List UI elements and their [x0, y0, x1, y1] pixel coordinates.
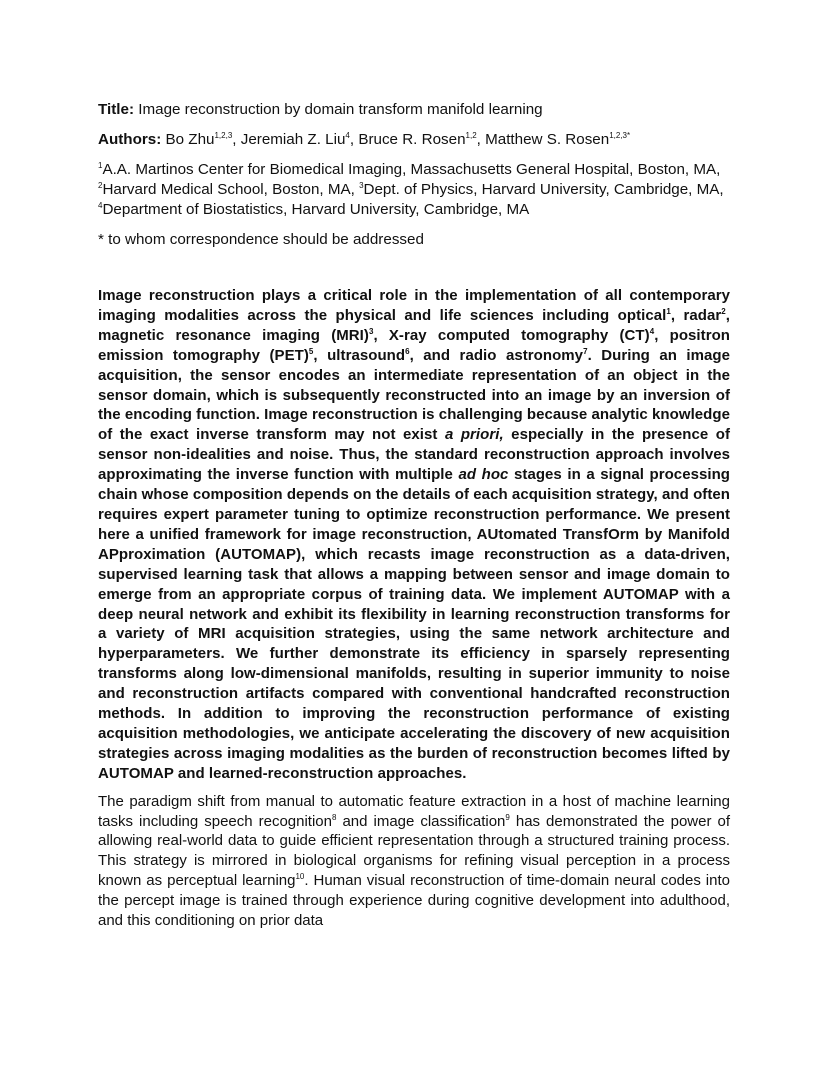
- body-sentence: and image classification: [336, 812, 506, 830]
- abstract-text: , X-ray computed tomography (CT): [373, 326, 650, 344]
- abstract-text: Image reconstruction plays a critical role in the implementation of all contemporary imaging modalities across the physical and life sciences including optical: [98, 287, 730, 324]
- abstract-text: , and radio astronomy: [409, 346, 584, 364]
- author: Matthew S. Rosen: [485, 131, 610, 148]
- affiliation: Department of Biostatistics, Harvard University, Cambridge, MA: [102, 201, 530, 218]
- affiliation: A.A. Martinos Center for Biomedical Imaging, Massachusetts General Hospital, Boston, MA,: [102, 161, 721, 178]
- author-separator: ,: [349, 131, 359, 148]
- abstract-text: stages in a signal processing chain whose composition depends on the details of each acquisition strategy, and often requires expert parameter tuning to optimize reconstruction performance. We present here a unified framework for image reconstruction, AUtomated TransfOrm by Manifold APproximation (AUTOMAP), which recasts image reconstruction as a data-driven, supervised learning task that allows a mapping between sensor and image domain to emerge from an appropriate corpus of training data. We implement AUTOMAP with a deep neural network and exhibit its flexibility in learning reconstruction transforms for a variety of MRI acquisition strategies, using the same network architecture and hyperparameters. We further demonstrate its efficiency in sparsely representing transforms along low-dimensional manifolds, resulting in superior immunity to noise and reconstruction artifacts compared with conventional handcrafted reconstruction methods. In addition to improving the reconstruction performance of existing acquisition methodologies, we anticipate accelerating the discovery of new acquisition strategies across imaging modalities as the burden of reconstruction becomes lifted by AUTOMAP and learned-reconstruction approaches.: [98, 466, 731, 782]
- body-sentence: . Human visual reconstruction of time-domain neural codes into the percept image is trained through experience during cognitive development into adulthood, and this conditioning on prior data: [98, 872, 730, 930]
- author: Bruce R. Rosen: [358, 131, 466, 148]
- body-text: [98, 792, 730, 931]
- citation-mark: 8: [332, 812, 337, 822]
- citation-mark: 5: [308, 346, 314, 356]
- affiliation-mark: 3: [359, 181, 364, 190]
- authors-label: Authors:: [98, 131, 162, 148]
- paper-page: [98, 100, 730, 931]
- affiliation-mark: 4: [98, 201, 103, 210]
- authors-line: [98, 130, 730, 150]
- abstract-text: , ultrasound: [313, 346, 406, 364]
- citation-mark: 7: [583, 346, 588, 356]
- abstract-text: , radar: [670, 306, 722, 324]
- correspondence-note: * to whom correspondence should be addressed: [98, 231, 424, 248]
- author-affiliation-mark: 1,2: [465, 131, 477, 140]
- citation-mark: 6: [405, 346, 410, 356]
- citation-mark: 1: [666, 306, 671, 316]
- citation-mark: 2: [721, 306, 726, 316]
- body-paragraph: [98, 792, 730, 931]
- citation-mark: 9: [505, 812, 510, 822]
- paper-title: Image reconstruction by domain transform manifold learning: [138, 101, 543, 118]
- italic-term: a priori,: [444, 426, 504, 444]
- abstract: [98, 286, 730, 784]
- affiliation: Dept. of Physics, Harvard University, Cambridge, MA,: [363, 181, 724, 198]
- abstract-text: . During an image acquisition, the sensor encodes an intermediate representation of an object in the sensor domain, which is subsequently reconstructed into an image by an inversion of the encoding function. Image reconstruction is challenging because analytic knowledge of the exact inverse transform may not exist: [98, 346, 730, 444]
- body-sentence: The paradigm shift from manual to automatic feature extraction in a host of machine learning tasks including speech recognition: [98, 792, 730, 830]
- affiliation: Harvard Medical School, Boston, MA,: [102, 181, 360, 198]
- affiliation-mark: 2: [98, 181, 103, 190]
- author-affiliation-mark: 4: [345, 131, 350, 140]
- title-label: Title:: [98, 101, 135, 118]
- author: Bo Zhu: [165, 131, 215, 148]
- affiliations: [98, 160, 730, 220]
- body-sentence: has demonstrated the power of allowing real-world data to guide efficient representation through a structured training process. This strategy is mirrored in biological organisms for refining visual perception in a process known as perceptual learning: [98, 812, 730, 890]
- author-separator: ,: [232, 131, 241, 148]
- abstract-text: especially in the presence of sensor non-idealities and noise. Thus, the standard reconstruction approach involves approximating the inverse function with multiple: [98, 426, 731, 484]
- front-matter: [98, 100, 730, 250]
- author-affiliation-mark: 1,2,3*: [609, 131, 631, 140]
- abstract-text: , magnetic resonance imaging (MRI): [98, 306, 730, 344]
- abstract-paragraph: [98, 286, 730, 784]
- citation-mark: 4: [649, 326, 655, 336]
- affiliation-mark: 1: [98, 161, 103, 170]
- citation-mark: 10: [295, 872, 305, 882]
- author-affiliation-mark: 1,2,3: [214, 131, 233, 140]
- abstract-text: , positron emission tomography (PET): [98, 326, 731, 364]
- italic-term: ad hoc: [458, 466, 509, 484]
- title-line: [98, 100, 730, 120]
- author-separator: ,: [476, 131, 486, 148]
- author: Jeremiah Z. Liu: [240, 131, 346, 148]
- citation-mark: 3: [368, 326, 374, 336]
